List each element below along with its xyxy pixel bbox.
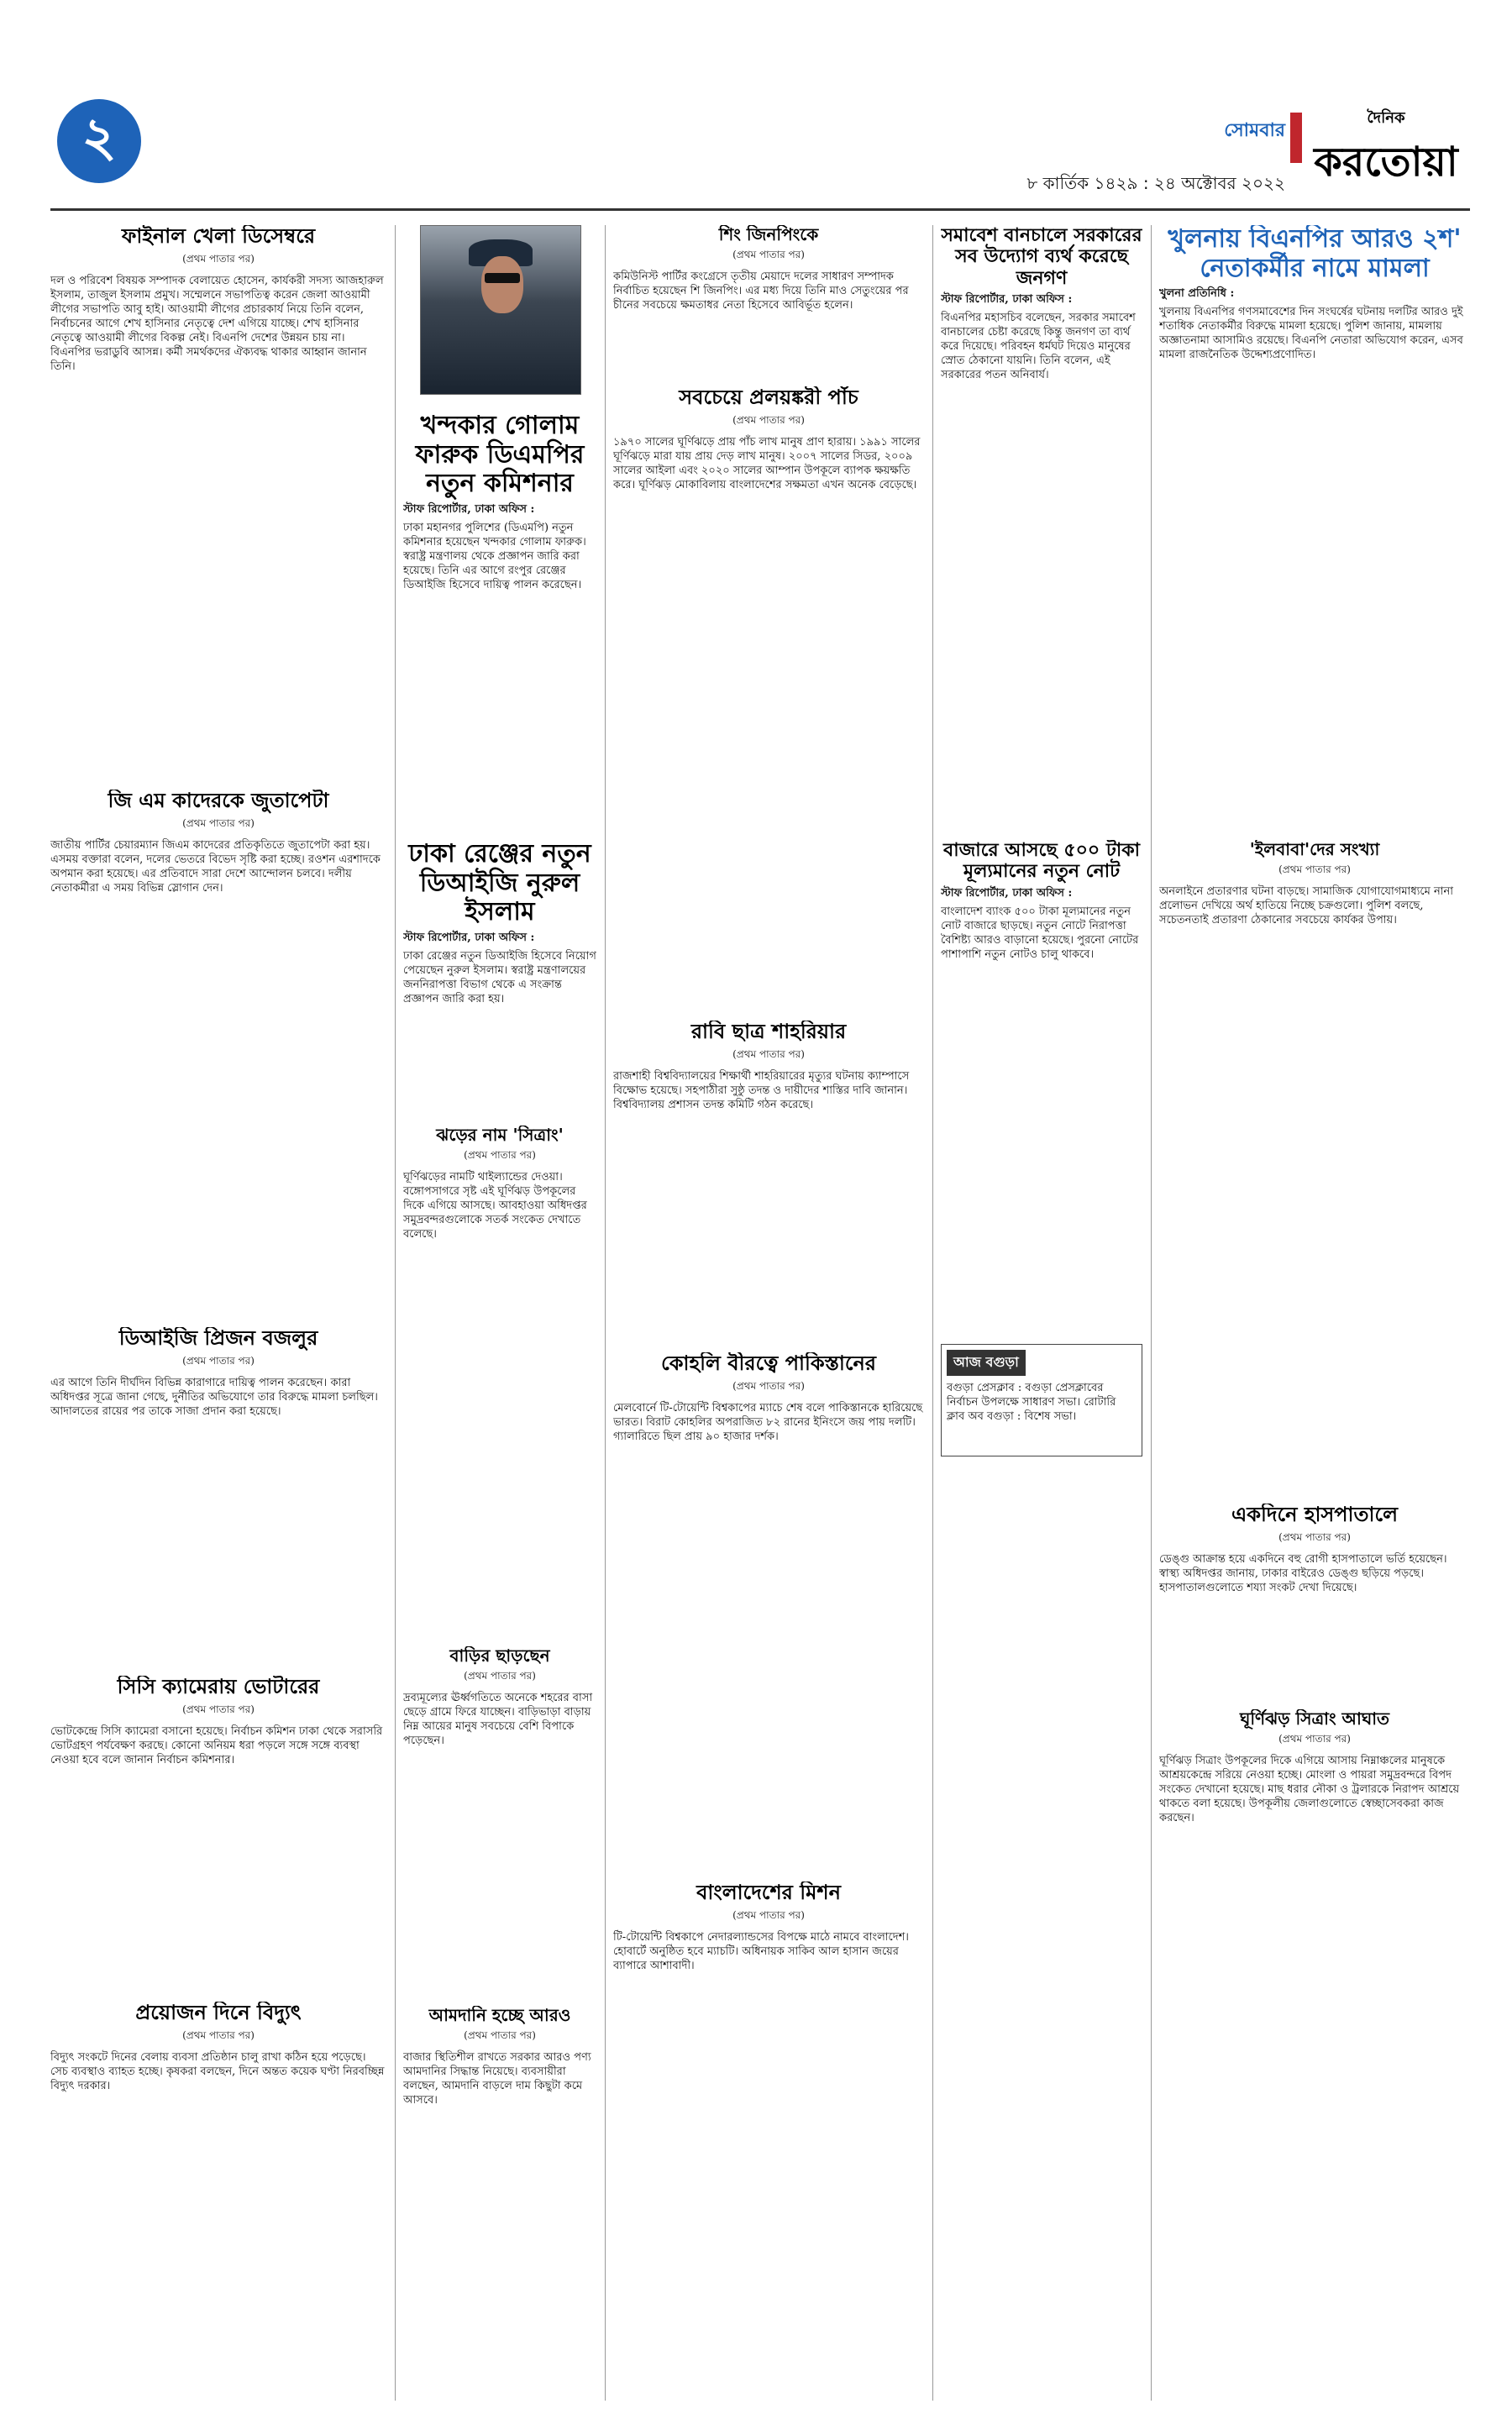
continued-label: (প্রথম পাতার পর) <box>732 413 805 426</box>
story-body: খুলনায় বিএনপির গণসমাবেশের দিন সংঘর্ষের ঘটনায় দলটির আরও দুই শতাধিক নেতাকর্মীর বিরুদ্ধে মামলা হয়েছে। পুলিশ জানায়, মামলায় অজ্ঞাতনামা আসামিও রয়েছে। বিএনপি নেতারা অভিযোগ করেন, এসব মামলা রাজনৈতিক উদ্দেশ্যপ্রণোদিত। <box>1159 306 1463 361</box>
story-body: বাংলাদেশ ব্যাংক ৫০০ টাকা মূল্যমানের নতুন নোট বাজারে ছাড়ছে। নতুন নোটে নিরাপত্তা বৈশিষ্ট্য আরও বাড়ানো হয়েছে। পুরনো নোটের পাশাপাশি নতুন নোটও চালু থাকবে। <box>941 905 1139 961</box>
byline: স্টাফ রিপোর্টার, ঢাকা অফিস : <box>941 292 1073 306</box>
column-divider <box>1151 225 1152 2401</box>
story-import <box>403 2006 596 2342</box>
headline: ডিআইজি প্রিজন বজলুর <box>118 1327 318 1350</box>
headline: আমদানি হচ্ছে আরও <box>428 2006 571 2025</box>
story-bd-mission <box>613 1882 924 2369</box>
story-body: বাজার স্থিতিশীল রাখতে সরকার আরও পণ্য আমদানির সিদ্ধান্ত নিয়েছে। ব্যবসায়ীরা বলছেন, আমদানি বাড়লে দাম কিছুটা কমে আসবে। <box>403 2051 591 2107</box>
headline: খুলনায় বিএনপির আরও ২শ' নেতাকর্মীর নামে মামলা <box>1168 225 1462 283</box>
headline: ফাইনাল খেলা ডিসেম্বরে <box>121 225 316 248</box>
headline: খন্দকার গোলাম ফারুক ডিএমপির নতুন কমিশনার <box>415 412 585 498</box>
story-dhaka-range-dig <box>403 840 596 1092</box>
headline: সিসি ক্যামেরায় ভোটারের <box>117 1676 320 1698</box>
byline: খুলনা প্রতিনিধি : <box>1159 287 1235 300</box>
weekday: সোমবার <box>1224 120 1285 141</box>
masthead <box>50 99 1470 211</box>
story-kohli <box>613 1352 924 1856</box>
story-body: দ্রব্যমূল্যের ঊর্ধ্বগতিতে অনেকে শহরের বাসা ছেড়ে গ্রামে ফিরে যাচ্ছেন। বাড়িভাড়া বাড়ায় নিম্ন আয়ের মানুষ সবচেয়ে বেশি বিপাকে পড়েছেন। <box>403 1692 593 1747</box>
story-body: ১৯৭০ সালের ঘূর্ণিঝড়ে প্রায় পাঁচ লাখ মানুষ প্রাণ হারায়। ১৯৯১ সালের ঘূর্ণিঝড়ে মারা যায় প্রায় দেড় লাখ মানুষ। ২০০৭ সালের সিডর, ২০০৯ সালের আইলা এবং ২০২০ সালের আম্পান উপকূলে ব্যাপক ক্ষয়ক্ষতি করে। ঘূর্ণিঝড় মোকাবিলায় বাংলাদেশের সক্ষমতা এখন অনেক বেড়েছে। <box>613 435 921 491</box>
page-number: ২ <box>57 99 141 183</box>
byline: স্টাফ রিপোর্টার, ঢাকা অফিস : <box>403 931 535 944</box>
byline: স্টাফ রিপোর্টার, ঢাকা অফিস : <box>403 502 535 516</box>
story-hospital <box>1159 1504 1470 1705</box>
story-body: ঢাকা মহানগর পুলিশের (ডিএমপি) নতুন কমিশনার হয়েছেন খন্দকার গোলাম ফারুক। স্বরাষ্ট্র মন্ত্রণালয় থেকে প্রজ্ঞাপন জারি করা হয়েছে। তিনি এর আগে রংপুর রেঞ্জের ডিআইজি হিসেবে দায়িত্ব পালন করেছেন। <box>403 521 586 591</box>
continued-label: (প্রথম পাতার পর) <box>182 1703 255 1715</box>
story-deadliest-five <box>613 386 924 1008</box>
logo-text: করতোয়া <box>1314 139 1458 186</box>
story-xi-jinping <box>613 225 924 376</box>
story-body: দল ও পরিবেশ বিষয়ক সম্পাদক বেলায়েত হোসেন, কার্যকরী সদস্য আজহারুল ইসলাম, তাজুল ইসলাম প্রমুখ। সম্মেলনে সভাপতিত্ব করেন জেলা আওয়ামী লীগের সভাপতি আবু হাই। আওয়ামী লীগের প্রচারকার্য নিয়ে তিনি বলেন, নির্বাচনের আগে শেখ হাসিনার নেতৃত্বে দেশ এগিয়ে যাচ্ছে। শেখ হাসিনার নেতৃত্বে আওয়ামী লীগের বিকল্প নেই। বিএনপি দেশের উন্নয়ন চায় না। বিএনপির ভরাডুবি আসন্ন। কর্মী সমর্থকদের ঐক্যবদ্ধ থাকার আহ্বান জানান তিনি। <box>50 274 384 373</box>
headline: বাজারে আসছে ৫০০ টাকা মূল্যমানের নতুন নোট <box>943 840 1140 883</box>
continued-label: (প্রথম পাতার পর) <box>732 1379 805 1392</box>
story-gm-kader <box>50 790 386 1042</box>
story-body: টি-টোয়েন্টি বিশ্বকাপে নেদারল্যান্ডসের বিপক্ষে মাঠে নামবে বাংলাদেশ। হোবার্টে অনুষ্ঠিত হবে ম্যাচটি। অধিনায়ক সাকিব আল হাসান জয়ের ব্যাপারে আশাবাদী। <box>613 1930 909 1972</box>
story-body: রাজশাহী বিশ্ববিদ্যালয়ের শিক্ষার্থী শাহরিয়ারের মৃত্যুর ঘটনায় ক্যাম্পাসে বিক্ষোভ হয়েছে। সহপাঠীরা সুষ্ঠু তদন্ত ও দায়ীদের শাস্তির দাবি জানান। বিশ্ববিদ্যালয় প্রশাসন তদন্ত কমিটি গঠন করেছে। <box>613 1069 910 1111</box>
commissioner-photo <box>420 225 581 395</box>
continued-label: (প্রথম পাতার পর) <box>464 1149 536 1161</box>
face-shape <box>481 256 522 313</box>
story-body: ভোটকেন্দ্রে সিসি ক্যামেরা বসানো হয়েছে। নির্বাচন কমিশন ঢাকা থেকে সরাসরি ভোটগ্রহণ পর্যবেক্ষণ করছে। কোনো অনিয়ম ধরা পড়লে সঙ্গে সঙ্গে ব্যবস্থা নেওয়া হবে বলে জানান নির্বাচন কমিশনার। <box>50 1724 383 1766</box>
story-rally-effort <box>941 225 1142 813</box>
story-cc-camera <box>50 1676 386 1894</box>
story-sitrang-name <box>403 1126 596 1596</box>
brief-body: বগুড়া প্রেসক্লাব : বগুড়া প্রেসক্লাবের নির্বাচন উপলক্ষে সাধারণ সভা। রোটারি ক্লাব অব বগুড়া : বিশেষ সভা। <box>947 1382 1116 1423</box>
continued-label: (প্রথম পাতার পর) <box>1278 863 1351 875</box>
story-body: অনলাইনে প্রতারণার ঘটনা বাড়ছে। সামাজিক যোগাযোগমাধ্যমে নানা প্রলোভন দেখিয়ে অর্থ হাতিয়ে নিচ্ছে চক্রগুলো। পুলিশ বলছে, সচেতনতাই প্রতারণা ঠেকানোর সবচেয়ে কার্যকর উপায়। <box>1159 885 1454 926</box>
story-body: কমিউনিস্ট পার্টির কংগ্রেসে তৃতীয় মেয়াদে দলের সাধারণ সম্পাদক নির্বাচিত হয়েছেন শি জিনপিং। এর মধ্য দিয়ে তিনি মাও সেতুংয়ের পর চীনের সবচেয়ে ক্ষমতাধর নেতা হিসেবে আবির্ভূত হলেন। <box>613 270 909 312</box>
logo-small-text: দৈনিক <box>1367 109 1405 127</box>
headline: বাড়ির ছাড়ছেন <box>449 1646 550 1666</box>
story-elbaba <box>1159 840 1470 1058</box>
byline: স্টাফ রিপোর্টার, ঢাকা অফিস : <box>941 886 1073 900</box>
continued-label: (প্রথম পাতার পর) <box>732 1047 805 1060</box>
story-500-taka-note <box>941 840 1142 1327</box>
headline: ঝড়ের নাম 'সিত্রাং' <box>436 1126 564 1145</box>
column-divider <box>395 225 396 2401</box>
continued-label: (প্রথম পাতার পর) <box>182 1354 255 1367</box>
headline: প্রয়োজন দিনে বিদ্যুৎ <box>135 2002 302 2024</box>
continued-label: (প্রথম পাতার পর) <box>464 2029 536 2041</box>
column-divider <box>605 225 606 2401</box>
story-dig-prison <box>50 1327 386 1546</box>
continued-label: (প্রথম পাতার পর) <box>464 1670 536 1682</box>
continued-label: (প্রথম পাতার পর) <box>1278 1733 1351 1745</box>
headline: ঢাকা রেঞ্জের নতুন ডিআইজি নুরুল ইসলাম <box>408 840 591 926</box>
story-electricity <box>50 2002 386 2220</box>
continued-label: (প্রথম পাতার পর) <box>732 1908 805 1921</box>
story-body: মেলবোর্নে টি-টোয়েন্টি বিশ্বকাপের ম্যাচে শেষ বলে পাকিস্তানকে হারিয়েছে ভারত। বিরাট কোহলির অপরাজিত ৮২ রানের ইনিংসে জয় পায় দলটি। গ্যালারিতে ছিল প্রায় ৯০ হাজার দর্শক। <box>613 1401 923 1443</box>
headline: ঘূর্ণিঝড় সিত্রাং আঘাত <box>1239 1709 1390 1729</box>
story-rent <box>403 1646 596 1949</box>
continued-label: (প্রথম পাতার পর) <box>182 2028 255 2041</box>
headline: বাংলাদেশের মিশন <box>696 1882 841 1904</box>
story-body: এর আগে তিনি দীর্ঘদিন বিভিন্ন কারাগারে দায়িত্ব পালন করেছেন। কারা অধিদপ্তর সূত্রে জানা গেছে, দুর্নীতির অভিযোগে তার বিরুদ্ধে মামলা চলছিল। আদালতের রায়ের পর তাকে সাজা প্রদান করা হয়েছে। <box>50 1376 378 1418</box>
continued-label: (প্রথম পাতার পর) <box>1278 1530 1351 1543</box>
headline: শিং জিনপিংকে <box>718 225 819 244</box>
story-dmp-commissioner <box>403 412 596 815</box>
newspaper-logo <box>1302 106 1470 198</box>
continued-label: (প্রথম পাতার পর) <box>732 249 805 260</box>
headline: জি এম কাদেরকে জুতাপেটা <box>108 790 329 812</box>
headline: 'ইলবাবা'দের সংখ্যা <box>1249 840 1380 859</box>
bogura-today-box <box>941 1344 1142 1456</box>
story-body: ডেঙ্গু আক্রান্ত হয়ে একদিনে বহু রোগী হাসপাতালে ভর্তি হয়েছেন। স্বাস্থ্য অধিদপ্তর জানায়, ঢাকার বাইরেও ডেঙ্গু ছড়িয়ে পড়ছে। হাসপাতালগুলোতে শয্যা সংকট দেখা দিয়েছে। <box>1159 1552 1447 1594</box>
column-divider <box>932 225 933 2401</box>
story-final-match <box>50 225 386 695</box>
story-body: ঢাকা রেঞ্জের নতুন ডিআইজি হিসেবে নিয়োগ পেয়েছেন নুরুল ইসলাম। স্বরাষ্ট্র মন্ত্রণালয়ের জননিরাপত্তা বিভাগ থেকে এ সংক্রান্ত প্রজ্ঞাপন জারি করা হয়। <box>403 949 596 1005</box>
story-body: ঘূর্ণিঝড় সিত্রাং উপকূলের দিকে এগিয়ে আসায় নিম্নাঞ্চলের মানুষকে আশ্রয়কেন্দ্রে সরিয়ে নেওয়া হচ্ছে। মোংলা ও পায়রা সমুদ্রবন্দরে বিপদ সংকেত দেখানো হয়েছে। মাছ ধরার নৌকা ও ট্রলারকে নিরাপদ আশ্রয়ে থাকতে বলা হয়েছে। উপকূলীয় জেলাগুলোতে স্বেচ্ছাসেবকরা কাজ করছেন। <box>1159 1755 1460 1824</box>
headline: সবচেয়ে প্রলয়ঙ্করী পাঁচ <box>679 386 858 409</box>
story-khulna-cases <box>1159 225 1470 830</box>
continued-label: (প্রথম পাতার পর) <box>182 252 255 265</box>
sunglasses-shape <box>485 273 520 283</box>
headline: রাবি ছাত্র শাহরিয়ার <box>690 1021 847 1043</box>
logo-mark-icon <box>1290 113 1302 163</box>
story-body: জাতীয় পার্টির চেয়ারম্যান জিএম কাদেরের প্রতিকৃতিতে জুতাপেটা করা হয়। এসময় বক্তারা বলেন, দলের ভেতরে বিভেদ সৃষ্টি করা হচ্ছে। রওশন এরশাদকে অপমান করা হয়েছে। এর প্রতিবাদে সারা দেশে আন্দোলন চলবে। দলীয় নেতাকর্মীরা এ সময় বিভিন্ন স্লোগান দেন। <box>50 838 381 895</box>
headline: কোহলি বীরত্বে পাকিস্তানের <box>661 1352 876 1375</box>
section-tag: আজ বগুড়া <box>947 1350 1026 1376</box>
continued-label: (প্রথম পাতার পর) <box>182 816 255 829</box>
date-line: ৮ কার্তিক ১৪২৯ : ২৪ অক্টোবর ২০২২ <box>1026 173 1285 193</box>
headline: সমাবেশ বানচালে সরকারের সব উদ্যোগ ব্যর্থ করেছে জনগণ <box>941 225 1142 289</box>
story-sitrang-hit <box>1159 1709 1470 2373</box>
story-rabi-student <box>613 1021 924 1340</box>
story-body: বিএনপির মহাসচিব বলেছেন, সরকার সমাবেশ বানচালের চেষ্টা করেছে কিন্তু জনগণ তা ব্যর্থ করে দিয়েছে। পরিবহন ধর্মঘট দিয়েও মানুষের স্রোত ঠেকানো যায়নি। তিনি বলেন, এই সরকারের পতন অনিবার্য। <box>941 311 1136 381</box>
story-body: ঘূর্ণিঝড়ের নামটি থাইল্যান্ডের দেওয়া। বঙ্গোপসাগরে সৃষ্ট এই ঘূর্ণিঝড় উপকূলের দিকে এগিয়ে আসছে। আবহাওয়া অধিদপ্তর সমুদ্রবন্দরগুলোকে সতর্ক সংকেত দেখাতে বলেছে। <box>403 1171 587 1241</box>
headline: একদিনে হাসপাতালে <box>1231 1504 1398 1526</box>
story-body: বিদ্যুৎ সংকটে দিনের বেলায় ব্যবসা প্রতিষ্ঠান চালু রাখা কঠিন হয়ে পড়েছে। সেচ ব্যবস্থাও ব্যাহত হচ্ছে। কৃষকরা বলছেন, দিনে অন্তত কয়েক ঘণ্টা নিরবচ্ছিন্ন বিদ্যুৎ দরকার। <box>50 2050 385 2092</box>
